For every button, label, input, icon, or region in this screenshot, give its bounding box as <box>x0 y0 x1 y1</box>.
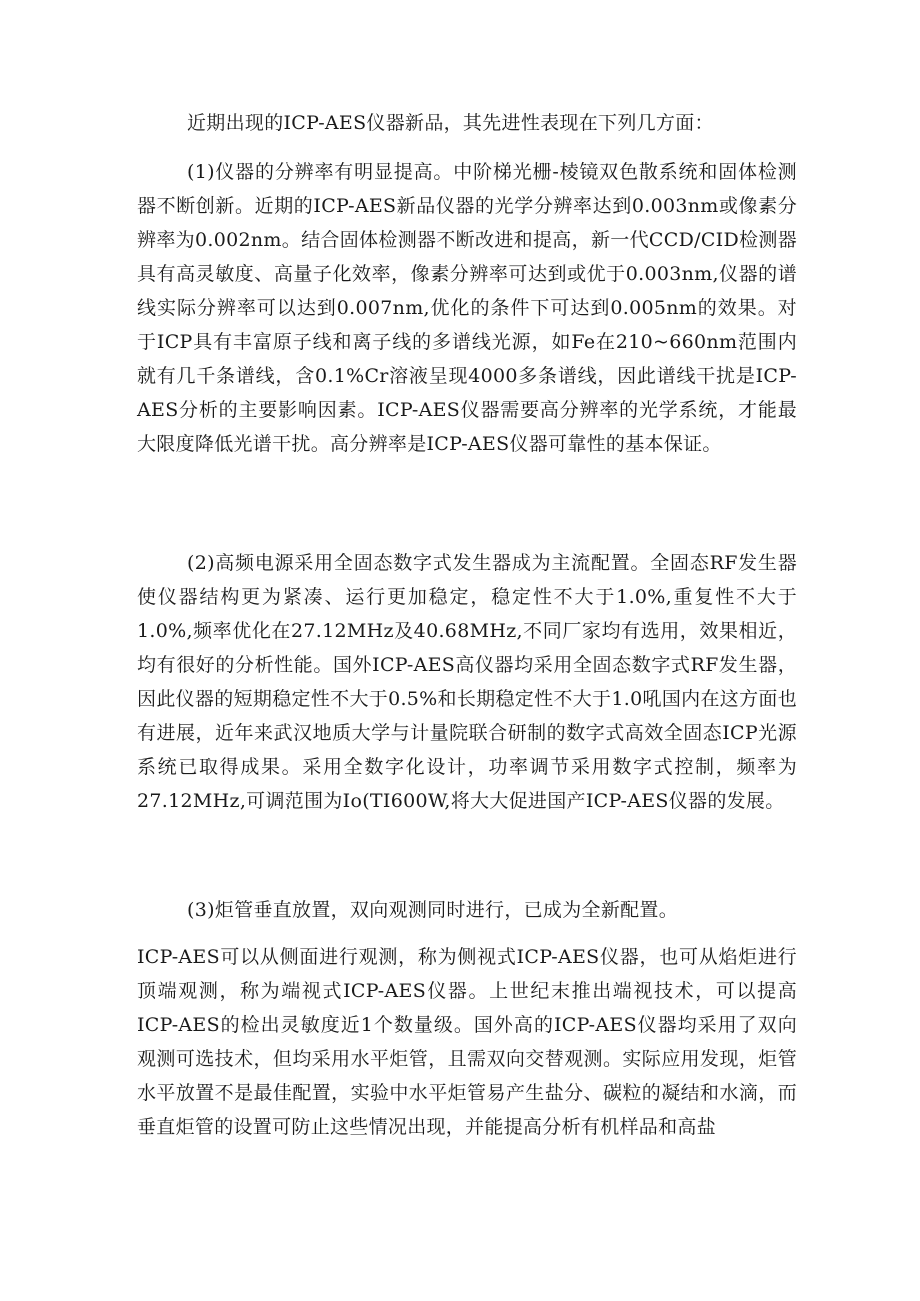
paragraph-torch-heading: (3)炬管垂直放置，双向观测同时进行，已成为全新配置。 <box>187 899 679 921</box>
paragraph-torch-body: ICP-AES可以从侧面进行观测，称为侧视式ICP-AES仪器，也可从焰炬进行顶端观测，称为端视式ICP-AES仪器。上世纪末推出端视技术，可以提高ICP-AES的检出灵敏度近1个数量级。国外高的ICP-AES仪器均采用了双向观测可选技术，但均采用水平炬管，且需双向交替观测。实际应用发现，炬管水平放置不是最佳配置，实验中水平炬管易产生盐分、碳粒的凝结和水滴，而垂直炬管的设置可防止这些情况出现，并能提高分析有机样品和高盐 <box>137 946 797 1138</box>
paragraph-resolution: (1)仪器的分辨率有明显提高。中阶梯光栅-棱镜双色散系统和固体检测器不断创新。近期的ICP-AES新品仪器的光学分辨率达到0.003nm或像素分辨率为0.002nm。结合固体检测器不断改进和提高，新一代CCD/CID检测器具有高灵敏度、高量子化效率，像素分辨率可达到或优于0.003nm,仪器的谱线实际分辨率可以达到0.007nm,优化的条件下可达到0.005nm的效果。对于ICP具有丰富原子线和离子线的多谱线光源，如Fe在210~660nm范围内就有几千条谱线，含0.1%Cr溶液呈现4000多条谱线，因此谱线干扰是ICP-AES分析的主要影响因素。ICP-AES仪器需要高分辨率的光学系统，才能最大限度降低光谱干扰。高分辨率是ICP-AES仪器可靠性的基本保证。 <box>137 161 797 455</box>
intro-paragraph: 近期出现的ICP-AES仪器新品，其先进性表现在下列几方面： <box>187 112 714 134</box>
paragraph-rf-generator: (2)高频电源采用全固态数字式发生器成为主流配置。全固态RF发生器使仪器结构更为紧凑、运行更加稳定，稳定性不大于1.0%,重复性不大于1.0%,频率优化在27.12MHz及40.68MHz,不同厂家均有选用，效果相近，均有很好的分析性能。国外ICP-AES高仪器均采用全固态数字式RF发生器，因此仪器的短期稳定性不大于0.5%和长期稳定性不大于1.0吼国内在这方面也有进展，近年来武汉地质大学与计量院联合研制的数字式高效全固态ICP光源系统已取得成果。采用全数字化设计，功率调节采用数字式控制，频率为27.12MHz,可调范围为Io(TI600W,将大大促进国产ICP-AES仪器的发展。 <box>137 552 797 812</box>
